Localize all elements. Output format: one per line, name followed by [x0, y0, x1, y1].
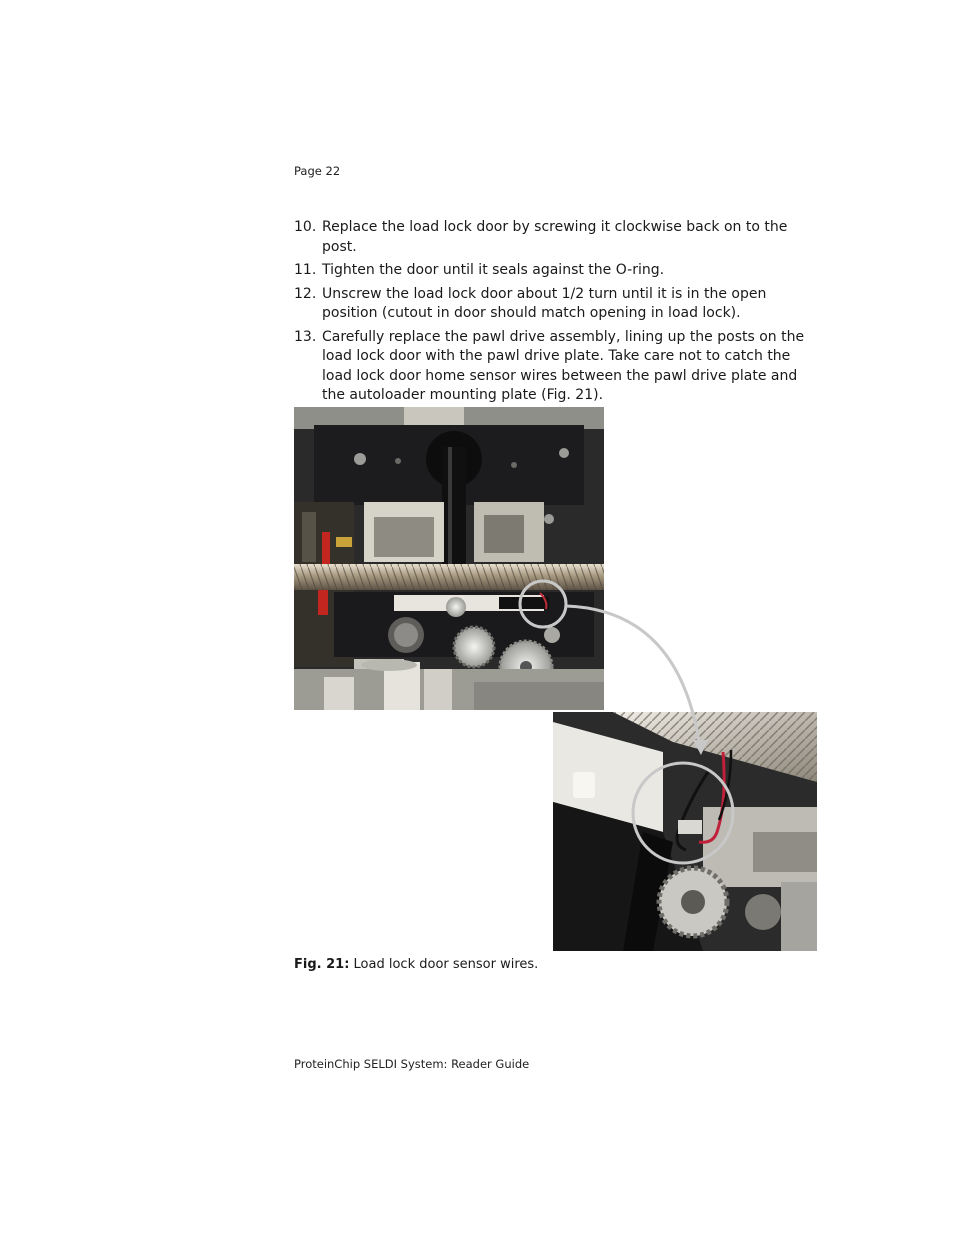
- step-number: 11.: [294, 262, 317, 278]
- step-text: Tighten the door until it seals against the O-ring.: [322, 262, 665, 278]
- autoloader-photo: [294, 407, 604, 710]
- step-number: 13.: [294, 328, 317, 345]
- figure-caption: [294, 957, 538, 972]
- page-number: Page 22: [294, 164, 341, 178]
- step-item: [294, 261, 814, 281]
- step-number: 12.: [294, 285, 317, 302]
- figure-caption-text: Load lock door sensor wires.: [353, 957, 539, 972]
- step-text: Carefully replace the pawl drive assembly, lining up the posts on the load lock door with the pawl drive plate. Take care not to catch the load lock door home sensor wires between the pawl drive plate and the autoloader mounting plate (Fig. 21).: [322, 328, 805, 403]
- figure-label: Fig. 21:: [294, 957, 350, 972]
- step-item: [294, 328, 814, 406]
- instruction-steps: [294, 218, 814, 410]
- step-text: Replace the load lock door by screwing it clockwise back on to the post.: [322, 219, 788, 255]
- step-item: [294, 218, 814, 257]
- step-number: 10.: [294, 219, 317, 235]
- step-text: Unscrew the load lock door about 1/2 turn until it is in the open position (cutout in door should match opening in load lock).: [322, 285, 767, 321]
- step-item: [294, 285, 814, 324]
- sensor-wires-closeup-photo: [553, 712, 817, 951]
- page-footer: ProteinChip SELDI System: Reader Guide: [294, 1057, 530, 1071]
